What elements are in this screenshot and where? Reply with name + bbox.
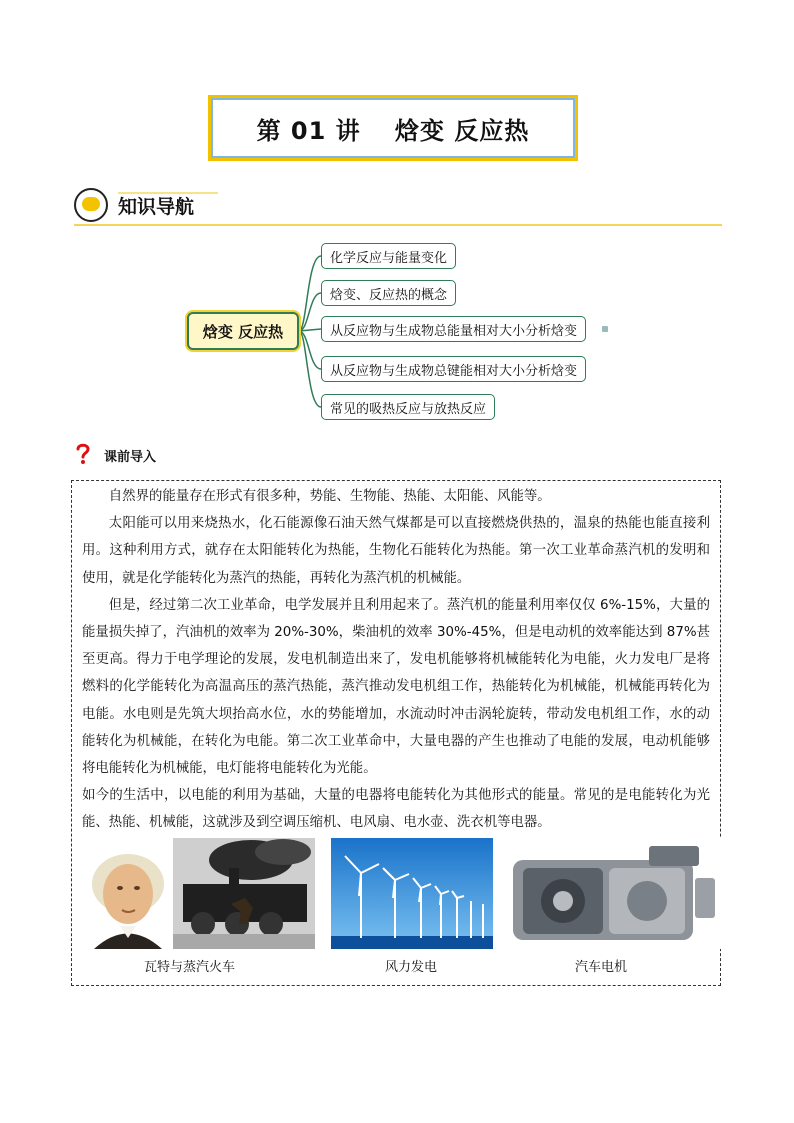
anchor-marker-icon bbox=[602, 326, 608, 332]
intro-content-box bbox=[71, 480, 721, 986]
page-title: 第 01 讲 焓变 反应热 bbox=[208, 95, 578, 161]
watt-portrait-image bbox=[84, 838, 172, 949]
car-motor-image bbox=[499, 838, 721, 949]
intro-title: 课前导入 bbox=[104, 450, 157, 465]
mind-map bbox=[185, 240, 615, 426]
branch-endo-exo: 常见的吸热反应与放热反应 bbox=[321, 394, 495, 420]
intro-paragraph: 但是，经过第二次工业革命，电学发展并且利用起来了。蒸汽机的能量利用率仅仅 6%-15%，大量的能量损失掉了，汽油机的效率为 20%-30%，柴油机的效率 30%-45%，但是电动机的效率能达到 87%甚至更高。得力于电学理论的发展，发电机制造出来了，发电机能够将机械能转化为电能，火力发电厂是将燃料的化学能转化为高温高压的蒸汽热能，蒸汽推动发电机组工作，热能转化为机械能，机械能再转化为电能。水电则是先筑大坝抬高水位，水的势能增加，水流动时冲击涡轮旋转，带动发电机组工作，水的动能转化为机械能，在转化为电能。第二次工业革命中，大量电器的产生也推动了电能的发展，电动机能够将电能转化为机械能，电灯能将电能转化为光能。 bbox=[82, 597, 710, 777]
caption-car-motor: 汽车电机 bbox=[575, 960, 628, 975]
nav-divider bbox=[74, 224, 722, 226]
lightbulb-head-icon bbox=[74, 188, 108, 222]
branch-enthalpy-concept: 焓变、反应热的概念 bbox=[321, 280, 456, 306]
branch-total-energy: 从反应物与生成物总能量相对大小分析焓变 bbox=[321, 316, 586, 342]
steam-train-image bbox=[173, 838, 315, 949]
caption-watt-train: 瓦特与蒸汽火车 bbox=[144, 960, 236, 975]
nav-title: 知识导航 bbox=[118, 196, 195, 218]
intro-paragraph: 自然界的能量存在形式有很多种，势能、生物能、热能、太阳能、风能等。 bbox=[108, 489, 551, 504]
question-mark-icon bbox=[74, 443, 92, 465]
caption-wind-power: 风力发电 bbox=[385, 960, 438, 975]
photo-row bbox=[72, 838, 720, 988]
knowledge-nav-header bbox=[74, 186, 722, 228]
branch-bond-energy: 从反应物与生成物总键能相对大小分析焓变 bbox=[321, 356, 586, 382]
intro-paragraph: 如今的生活中，以电能的利用为基础，大量的电器将电能转化为其他形式的能量。常见的是电能转化为光能、热能、机械能，这就涉及到空调压缩机、电风扇、电水壶、洗衣机等电器。 bbox=[82, 788, 710, 831]
branch-energy-change: 化学反应与能量变化 bbox=[321, 243, 456, 269]
mind-map-center: 焓变 反应热 bbox=[187, 312, 299, 350]
wind-power-image bbox=[331, 838, 493, 949]
intro-paragraph: 太阳能可以用来烧热水，化石能源像石油天然气煤都是可以直接燃烧供热的，温泉的热能也能直接利用。这种利用方式，就存在太阳能转化为热能，生物化石能转化为热能。第一次工业革命蒸汽机的发明和使用，就是化学能转化为蒸汽的热能，再转化为蒸汽机的机械能。 bbox=[82, 516, 710, 586]
